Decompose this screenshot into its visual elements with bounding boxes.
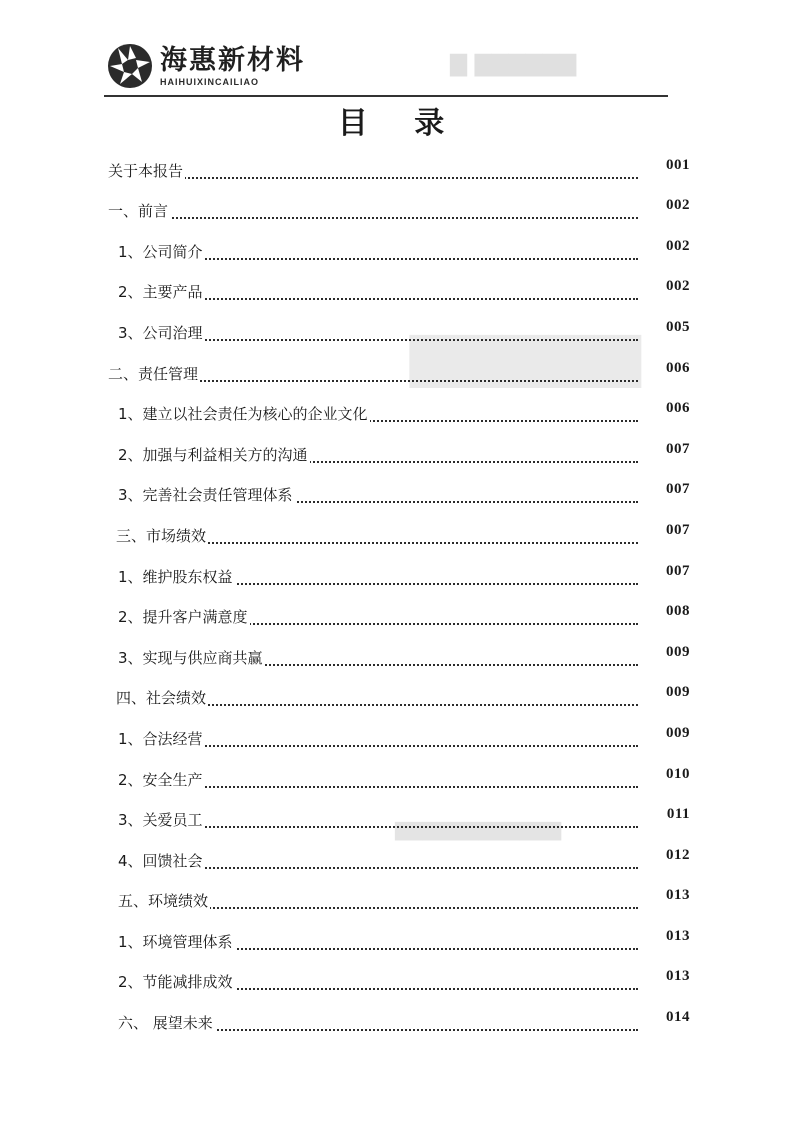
toc-entry — [108, 957, 690, 998]
toc-entry-page-number: 009 — [666, 643, 690, 660]
toc-entry-label: 3、实现与供应商共赢 — [118, 648, 263, 667]
toc-entry-page-number: 007 — [666, 562, 690, 579]
toc-entry-label: 1、维护股东权益 — [118, 567, 233, 586]
toc-entry-page-number: 013 — [666, 927, 690, 944]
header-divider — [104, 95, 668, 97]
toc-entry — [108, 673, 690, 714]
toc-entry-page-number: 012 — [666, 846, 690, 863]
company-logo — [106, 42, 305, 90]
toc-entry-page-number: 013 — [666, 887, 690, 904]
toc-entry — [108, 429, 690, 470]
toc-entry-page-number: 002 — [666, 278, 690, 295]
toc-entry-page-number: 006 — [666, 359, 690, 376]
toc-entry — [108, 592, 690, 633]
toc-entry-label: 1、合法经营 — [118, 729, 203, 748]
toc-entry-label: 2、安全生产 — [118, 770, 203, 789]
toc-entry-page-number: 006 — [666, 400, 690, 417]
toc-entry-label: 2、节能减排成效 — [118, 973, 233, 992]
toc-entry-page-number: 005 — [666, 318, 690, 335]
toc-entry-label: 1、公司简介 — [118, 242, 203, 261]
toc-entry-page-number: 007 — [666, 521, 690, 538]
toc-entry — [108, 389, 690, 430]
toc-entry — [108, 997, 690, 1038]
bleed-through-artifact: ▇▇▇▇▇▇ ▇ — [450, 52, 577, 77]
toc-entry-label: 1、环境管理体系 — [118, 932, 233, 951]
toc-entry-page-number: 008 — [666, 603, 690, 620]
toc-entry — [108, 226, 690, 267]
toc-entry-label: 一、前言 — [108, 202, 169, 221]
toc-entry-label: 3、关爱员工 — [118, 811, 203, 830]
toc-entry — [108, 145, 690, 186]
toc-entry — [108, 916, 690, 957]
toc-entry — [108, 632, 690, 673]
toc-leader-dots — [108, 215, 638, 219]
toc-entry-label: 1、建立以社会责任为核心的企业文化 — [118, 405, 368, 424]
bleed-through-artifact: ▆▆▆▆▆ — [410, 318, 641, 388]
toc-entry-label: 三、市场绩效 — [116, 526, 207, 545]
toc-entry — [108, 510, 690, 551]
aperture-logo-icon — [106, 42, 154, 90]
company-name: 海惠新材料 — [160, 44, 305, 76]
toc-entry-page-number: 010 — [666, 765, 690, 782]
toc-entry — [108, 348, 690, 389]
toc-entry-page-number: 014 — [666, 1009, 690, 1026]
toc-leader-dots — [108, 175, 638, 179]
toc-entry — [108, 713, 690, 754]
toc-entry-page-number: 001 — [666, 156, 690, 173]
table-of-contents — [108, 145, 690, 1038]
toc-entry-label: 2、提升客户满意度 — [118, 608, 248, 627]
toc-entry-page-number: 002 — [666, 197, 690, 214]
toc-entry — [108, 470, 690, 511]
toc-entry — [108, 795, 690, 836]
toc-entry-label: 五、环境绩效 — [118, 892, 209, 911]
toc-entry-label: 2、主要产品 — [118, 283, 203, 302]
page-title: 目 录 — [337, 106, 463, 141]
toc-entry — [108, 876, 690, 917]
toc-entry — [108, 186, 690, 227]
toc-entry-label: 四、社会绩效 — [116, 689, 207, 708]
toc-entry-page-number: 011 — [666, 806, 690, 823]
toc-entry — [108, 754, 690, 795]
toc-entry-page-number: 013 — [666, 968, 690, 985]
toc-entry-page-number: 002 — [666, 237, 690, 254]
toc-entry — [108, 267, 690, 308]
toc-entry-page-number: 009 — [666, 724, 690, 741]
toc-entry-label: 六、 展望未来 — [118, 1014, 213, 1033]
toc-entry-page-number: 007 — [666, 440, 690, 457]
toc-entry-label: 3、公司治理 — [118, 323, 203, 342]
toc-entry-label: 3、完善社会责任管理体系 — [118, 486, 293, 505]
toc-entry-label: 2、加强与利益相关方的沟通 — [118, 445, 308, 464]
toc-entry — [108, 307, 690, 348]
toc-entry-label: 4、回馈社会 — [118, 851, 203, 870]
toc-entry-label: 关于本报告 — [108, 161, 184, 180]
toc-entry-page-number: 009 — [666, 684, 690, 701]
bleed-through-artifact: ▇▇▇▇▇▇▇▇▇▇▇▇ — [395, 820, 562, 841]
company-name-pinyin: HAIHUIXINCAILIAO — [160, 76, 259, 87]
toc-entry — [108, 835, 690, 876]
toc-entry — [108, 551, 690, 592]
toc-entry-page-number: 007 — [666, 481, 690, 498]
toc-entry-label: 二、责任管理 — [108, 364, 199, 383]
